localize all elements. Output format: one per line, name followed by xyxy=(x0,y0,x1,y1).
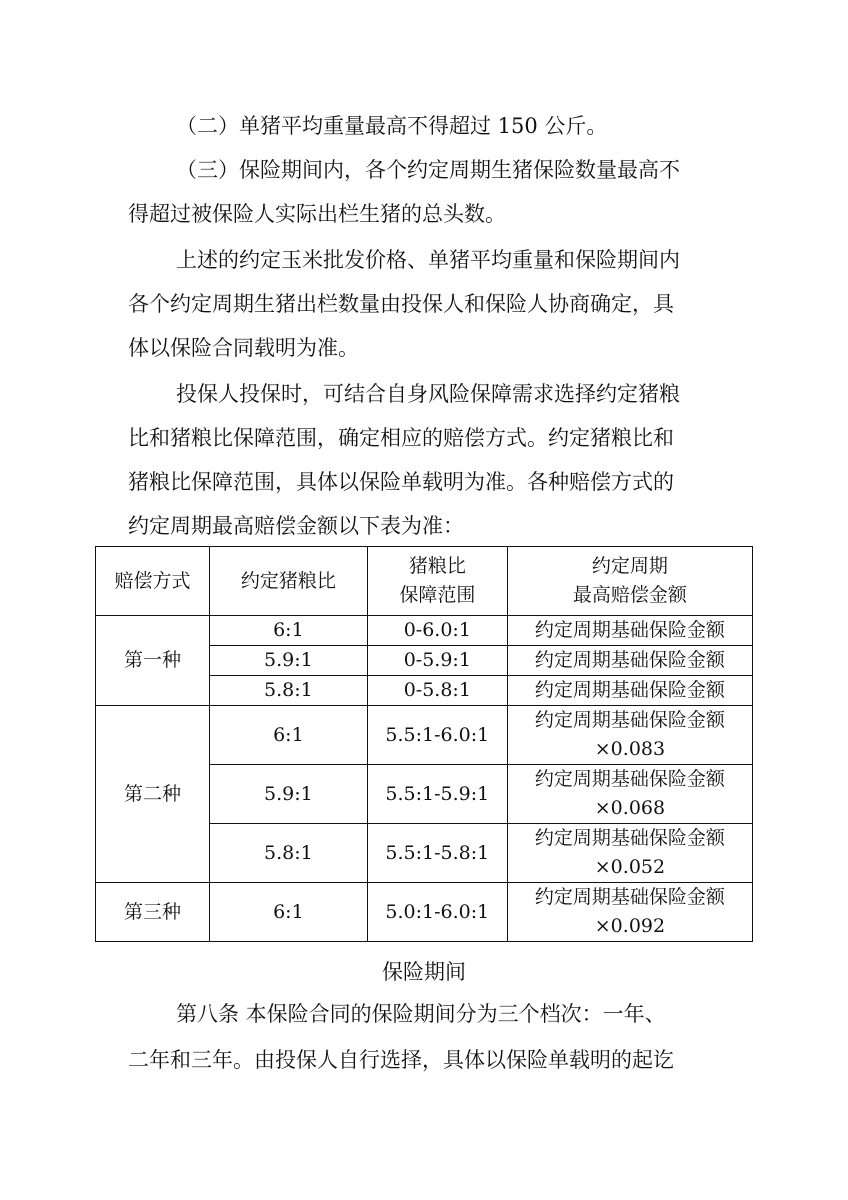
paragraph-agreement-line-2: 各个约定周期生猪出栏数量由投保人和保险人协商确定，具 xyxy=(128,292,674,316)
ratio-cell: 5.9:1 xyxy=(209,765,367,824)
table-row xyxy=(96,616,753,646)
paragraph-choice-line-4: 约定周期最高赔偿金额以下表为准： xyxy=(128,514,464,538)
ratio-cell: 6:1 xyxy=(209,616,367,646)
method-cell: 第二种 xyxy=(96,706,210,883)
amount-cell: 约定周期基础保险金额 ×0.092 xyxy=(507,883,752,942)
paragraph-agreement-line-1: 上述的约定玉米批发价格、单猪平均重量和保险期间内 xyxy=(176,248,680,272)
paragraph-choice-line-2: 比和猪粮比保障范围，确定相应的赔偿方式。约定猪粮比和 xyxy=(128,426,674,450)
ratio-cell: 6:1 xyxy=(209,706,367,765)
article-8-line-1: 第八条 本保险合同的保险期间分为三个档次：一年、 xyxy=(176,1002,666,1026)
header-ratio-range: 猪粮比 保障范围 xyxy=(367,547,507,616)
range-cell: 5.5:1-5.8:1 xyxy=(367,824,507,883)
range-cell: 5.0:1-6.0:1 xyxy=(367,883,507,942)
range-cell: 5.5:1-5.9:1 xyxy=(367,765,507,824)
method-cell: 第三种 xyxy=(96,883,210,942)
amount-cell: 约定周期基础保险金额 ×0.052 xyxy=(507,824,752,883)
table-header-row xyxy=(96,547,753,616)
amount-cell: 约定周期基础保险金额 xyxy=(507,646,752,676)
section-title-insurance-period: 保险期间 xyxy=(382,960,466,984)
range-cell: 0-5.8:1 xyxy=(367,676,507,706)
paragraph-item-3-line-2: 得超过被保险人实际出栏生猪的总头数。 xyxy=(128,202,506,226)
method-cell: 第一种 xyxy=(96,616,210,706)
compensation-table xyxy=(95,546,753,942)
amount-cell: 约定周期基础保险金额 ×0.083 xyxy=(507,706,752,765)
paragraph-choice-line-3: 猪粮比保障范围，具体以保险单载明为准。各种赔偿方式的 xyxy=(128,470,674,494)
table-row xyxy=(96,706,753,765)
amount-cell: 约定周期基础保险金额 ×0.068 xyxy=(507,765,752,824)
range-cell: 0-6.0:1 xyxy=(367,616,507,646)
header-compensation-method: 赔偿方式 xyxy=(96,547,210,616)
header-agreed-ratio: 约定猪粮比 xyxy=(209,547,367,616)
amount-cell: 约定周期基础保险金额 xyxy=(507,676,752,706)
ratio-cell: 5.8:1 xyxy=(209,676,367,706)
paragraph-item-3-line-1: （三）保险期间内，各个约定周期生猪保险数量最高不 xyxy=(176,158,680,182)
header-max-compensation: 约定周期 最高赔偿金额 xyxy=(507,547,752,616)
ratio-cell: 5.9:1 xyxy=(209,646,367,676)
ratio-cell: 5.8:1 xyxy=(209,824,367,883)
table-row xyxy=(96,883,753,942)
paragraph-item-2: （二）单猪平均重量最高不得超过 150 公斤。 xyxy=(176,114,608,138)
paragraph-choice-line-1: 投保人投保时，可结合自身风险保障需求选择约定猪粮 xyxy=(176,382,680,406)
ratio-cell: 6:1 xyxy=(209,883,367,942)
paragraph-agreement-line-3: 体以保险合同载明为准。 xyxy=(128,336,359,360)
range-cell: 0-5.9:1 xyxy=(367,646,507,676)
amount-cell: 约定周期基础保险金额 xyxy=(507,616,752,646)
range-cell: 5.5:1-6.0:1 xyxy=(367,706,507,765)
article-8-line-2: 二年和三年。由投保人自行选择，具体以保险单载明的起讫 xyxy=(128,1048,674,1072)
